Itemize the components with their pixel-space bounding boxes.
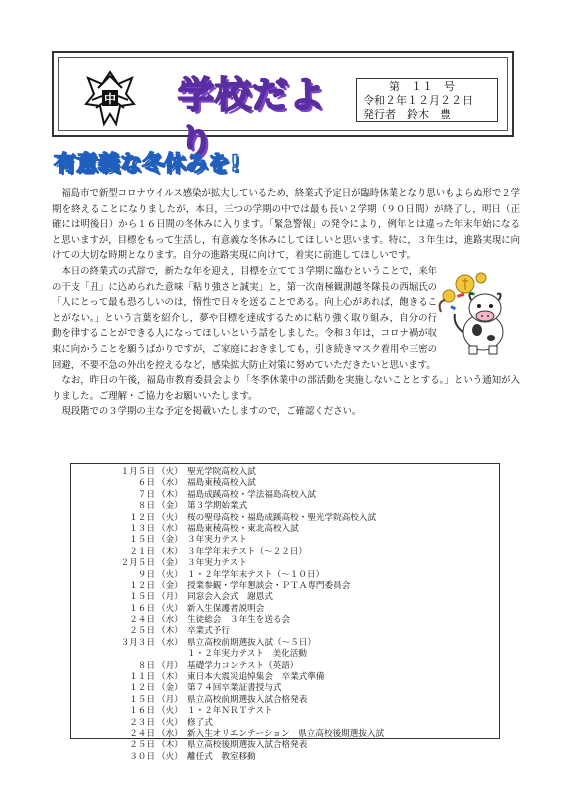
- schedule-date: １５日: [129, 592, 155, 603]
- schedule-event: 離任式 教室移動: [187, 751, 256, 762]
- schedule-event: 県立高校前期選抜入試合格発表: [187, 694, 308, 705]
- schedule-event: 生徒総会 ３年生を送る会: [187, 615, 291, 626]
- third-term-schedule: [70, 463, 500, 762]
- schedule-weekday: （木）: [157, 672, 183, 683]
- schedule-date: ２４日: [129, 728, 155, 739]
- schedule-date: ２５日: [129, 740, 155, 751]
- paragraph-4: 現段階での３学期の主な予定を掲載いたしますので，ご確認ください。: [61, 406, 362, 418]
- schedule-row: [85, 695, 499, 706]
- schedule-event: １・２年ＮＲＴテスト: [187, 706, 273, 717]
- schedule-row: [85, 581, 499, 592]
- schedule-row: [85, 672, 499, 683]
- schedule-date: ３月３日: [120, 637, 155, 648]
- schedule-weekday: （火）: [157, 569, 183, 580]
- school-crest-icon: [84, 70, 136, 128]
- schedule-row: [85, 615, 499, 626]
- schedule-weekday: （火）: [157, 751, 183, 762]
- schedule-date: １２日: [129, 580, 155, 591]
- paragraph-3: なお，昨日の午後，福島市教育委員会より「冬季休業中の部活動を実施しないこととする。」という通知が入りました。ご理解・ご協力をお願いいたします。: [52, 375, 520, 402]
- crest-character: 中: [103, 92, 117, 106]
- schedule-weekday: （火）: [157, 717, 183, 728]
- schedule-row: [85, 547, 499, 558]
- schedule-date: ９日: [137, 569, 155, 580]
- paragraph-1: 福島市で新型コロナウイルス感染が拡大しているため，終業式予定日が臨時休業となり思いもよらぬ形で２学期を終えることになりましたが，本日，三つの学期の中では最も長い２学期（９０日間）が終了し，明日（正確には明後日）から１６日間の冬休みに入ります。「緊急警報」の発令により，例年とは違った年末年始になると思いますが，目標をもって生活し，有意義な冬休みにしてほしいと思います。特に，３年生は，進路実現に向けての大切な時期となります。自分の進路実現に向けて，着実に前進してほしいです。: [52, 188, 521, 262]
- issue-number: 第 １１ 号: [389, 80, 455, 93]
- schedule-row: [85, 604, 499, 615]
- schedule-event: 卒業式予行: [187, 626, 230, 637]
- schedule-row: [85, 752, 499, 763]
- schedule-date: １５日: [129, 535, 155, 546]
- schedule-weekday: （金）: [157, 501, 183, 512]
- schedule-row: [85, 592, 499, 603]
- schedule-weekday: [157, 649, 187, 660]
- schedule-weekday: （木）: [157, 489, 183, 500]
- schedule-weekday: （水）: [157, 615, 183, 626]
- schedule-row: [85, 535, 499, 546]
- newsletter-title: 学校だより: [178, 75, 327, 164]
- schedule-date: １２日: [129, 683, 155, 694]
- schedule-date: ８日: [137, 660, 155, 671]
- schedule-event: 新入生保護者説明会: [187, 603, 265, 614]
- schedule-event: 第７４回卒業証書授与式: [187, 683, 282, 694]
- schedule-weekday: （火）: [157, 603, 183, 614]
- schedule-weekday: （木）: [157, 740, 183, 751]
- schedule-weekday: （火）: [157, 706, 183, 717]
- schedule-date: １月５日: [120, 467, 155, 477]
- schedule-row: [85, 729, 499, 740]
- schedule-event: 聖光学院高校入試: [187, 467, 256, 477]
- schedule-weekday: （金）: [157, 683, 183, 694]
- schedule-weekday: （水）: [157, 523, 183, 534]
- schedule-date: ２４日: [129, 615, 155, 626]
- schedule-row: [85, 638, 499, 649]
- schedule-event: １・２年学年末テスト（～１０日）: [187, 569, 325, 580]
- schedule-event: 授業参観・学年懇談会・ＰＴＡ専門委員会: [187, 580, 351, 591]
- issue-date: 令和２年１２月２２日: [363, 94, 473, 107]
- schedule-date: １６日: [129, 706, 155, 717]
- schedule-weekday: （水）: [157, 637, 183, 648]
- schedule-event: 福島東稜高校入試: [187, 478, 256, 489]
- schedule-event: 修了式: [187, 717, 213, 728]
- schedule-row: [85, 706, 499, 717]
- schedule-event: 福島成蹊高校・学法福島高校入試: [187, 489, 316, 500]
- schedule-event: 県立高校前期選抜入試（～５日）: [187, 637, 316, 648]
- schedule-date: １６日: [129, 603, 155, 614]
- schedule-weekday: （水）: [157, 478, 183, 489]
- schedule-event: 基礎学力コンテスト（英語）: [187, 660, 299, 671]
- schedule-date: １５日: [129, 694, 155, 705]
- schedule-row: [85, 683, 499, 694]
- schedule-event: 県立高校後期選抜入試合格発表: [187, 740, 308, 751]
- schedule-date: ３０日: [129, 751, 155, 762]
- schedule-event: ３年実力テスト: [187, 535, 247, 546]
- schedule-date: １３日: [129, 523, 155, 534]
- schedule-row: [85, 478, 499, 489]
- schedule-weekday: （月）: [157, 660, 183, 671]
- headline: 有意義な冬休みを!: [54, 152, 241, 177]
- schedule-date: ６日: [137, 478, 155, 489]
- schedule-date: ８日: [137, 501, 155, 512]
- schedule-row: [85, 501, 499, 512]
- schedule-event: 東日本大震災追悼集会 卒業式準備: [187, 672, 325, 683]
- schedule-weekday: （木）: [157, 626, 183, 637]
- schedule-date: ２５日: [129, 626, 155, 637]
- paragraph-2: 本日の終業式の式辞で，新たな年を迎え，目標を立てて３学期に臨むということで，来年の干支「丑」に込められた意味「粘り強さと誠実」と，第一次南極観測越冬隊長の西堀氏の「人にとって最も恐ろしいのは，惰性で日々を送ることである。向上心があれば，飽きることがない。」という言葉を紹介し，夢や目標を達成するために粘り強く取り組み，自分の行動を律することができる人になってほしいという話をしました。令和３年は，コロナ禍が収束に向かうことを願うばかりですが，ご家庭におきましても，引き続きマスク着用や三密の回避，不要不急の外出を控えるなど，感染拡大防止対策に努めていただきたいと思います。: [52, 265, 437, 371]
- schedule-row: [85, 467, 499, 478]
- schedule-date: １２日: [129, 512, 155, 523]
- schedule-date: ２１日: [129, 546, 155, 557]
- schedule-weekday: （木）: [157, 546, 183, 557]
- schedule-date: [85, 649, 157, 660]
- schedule-weekday: （月）: [157, 592, 183, 603]
- issue-info-box: [356, 78, 498, 122]
- schedule-event: １・２年実力テスト 美化活動: [187, 649, 307, 660]
- publisher: 発行者 鈴木 豊: [363, 108, 451, 121]
- schedule-date: １１日: [129, 672, 155, 683]
- schedule-weekday: （月）: [157, 694, 183, 705]
- schedule-date: ７日: [137, 489, 155, 500]
- schedule-date: ２３日: [129, 717, 155, 728]
- schedule-event: 同窓会入会式 謝恩式: [187, 592, 273, 603]
- schedule-row: [85, 570, 499, 581]
- schedule-event: 第３学期始業式: [187, 501, 248, 512]
- schedule-weekday: （金）: [157, 558, 183, 569]
- schedule-weekday: （水）: [157, 728, 183, 739]
- schedule-event: 桜の聖母高校・福島成蹊高校・聖光学院高校入試: [187, 512, 377, 523]
- schedule-row: [85, 661, 499, 672]
- schedule-weekday: （金）: [157, 580, 183, 591]
- schedule-weekday: （火）: [157, 467, 183, 477]
- schedule-row: [85, 490, 499, 501]
- schedule-date: ２月５日: [120, 558, 155, 569]
- schedule-row: [85, 649, 499, 660]
- schedule-event: 福島東稜高校・東北高校入試: [187, 523, 299, 534]
- schedule-row: [85, 718, 499, 729]
- schedule-row: [85, 626, 499, 637]
- schedule-weekday: （火）: [157, 512, 183, 523]
- schedule-event: 新入生オリエンテーション 県立高校後期選抜入試: [187, 728, 385, 739]
- schedule-event: ３年実力テスト: [187, 558, 247, 569]
- schedule-row: [85, 524, 499, 535]
- schedule-row: [85, 513, 499, 524]
- schedule-event: ３年学年末テスト（～２２日）: [187, 546, 307, 557]
- ox-illustration-icon: [435, 272, 513, 358]
- schedule-weekday: （金）: [157, 535, 183, 546]
- schedule-row: [85, 740, 499, 751]
- schedule-row: [85, 558, 499, 569]
